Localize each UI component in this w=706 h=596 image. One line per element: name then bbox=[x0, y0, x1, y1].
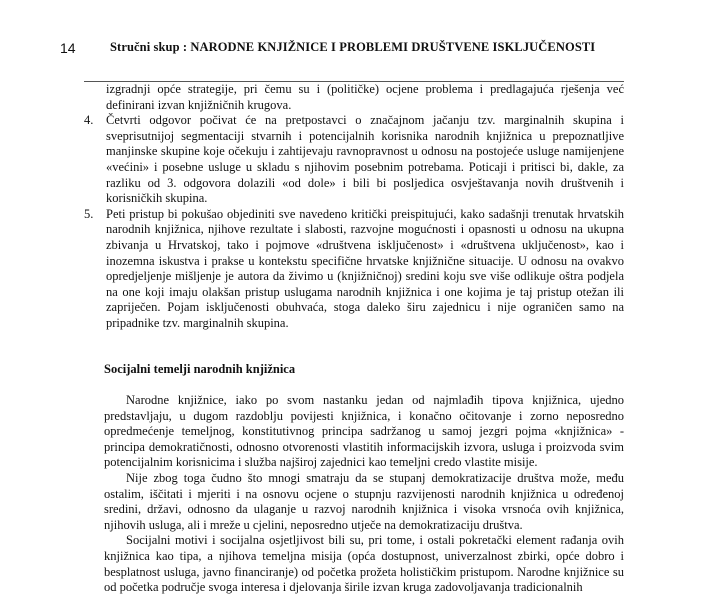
list-item-number: 5. bbox=[84, 206, 94, 221]
running-title: Stručni skup : NARODNE KNJIŽNICE I PROBLEMI DRUŠTVENE ISKLJUČENOSTI bbox=[110, 40, 596, 54]
paragraph: Socijalni motivi i socijalna osjetljivost bili su, pri tome, i ostali pokretački element rađanja ovih knjižnica kao tipa, a njihova temeljna misija (opća dostupnost, univerzalnost zbirki, opće dobro i besplatnost usluga, javno financiranje) od početka prožeta holističkim pristupom. Narodne knjižnice su od početka područje svoga interesa i djelovanja širile izvan kruga zadovoljavanja tradicionalnih bbox=[104, 533, 624, 595]
page-number: 14 bbox=[60, 40, 76, 56]
section-heading: Socijalni temelji narodnih knjižnica bbox=[104, 361, 296, 376]
list-item bbox=[84, 207, 624, 332]
paragraph: Nije zbog toga čudno što mnogi smatraju da se stupanj demokratizacije društva može, među ostalim, iščitati i mjeriti i na osnovu ocjene o stupnju razvijenosti narodnih knjižnica u određenoj sredini, državi, odnosno da ulaganje u razvoj narodnih knjižnica i visoka vrsnoća ovih knjižnica, njihovih usluga, ali i mreže u cjelini, neposredno utječe na demokratizaciju društva. bbox=[104, 471, 624, 532]
list-item-text: Peti pristup bi pokušao objediniti sve navedeno kritički preispitujući, kako sadašnji trenutak hrvatskih narodnih knjižnica, njihove rezultate i slabosti, razvojne mogućnosti i opasnosti u odnosu na ukupna zbivanja u Hrvatskoj, tako i pojmove «društvena isključenost» i «društvena uključenost», kao i inozemna iskustva i prakse u kontekstu specifične hrvatske knjižnične situacije. U odnosu na ovakvo opredjeljenje mišljenje je autora da živimo u (knjižničnoj) sredini koju sve više odlikuje oštra podjela na one koji imaju olakšan pristup uslugama narodnih knjižnica i one kojima je taj pristup otežan ili zapriječen. Pojam isključenosti obuhvaća, stoga daleko širu zajednicu i nije ograničen samo na pripadnike tzv. marginalnih skupina. bbox=[106, 206, 624, 330]
list-item-continuation: izgradnji opće strategije, pri čemu su i (političke) ocjene problema i predlagajuća rješenja već definirani izvan knjižničnih krugova. bbox=[106, 82, 624, 112]
list-item bbox=[84, 113, 624, 207]
list-item-text: Četvrti odgovor počivat će na pretpostavci o značajnom jačanju tzv. marginalnih skupina i sveprisutnijoj segmentaciji stvarnih i potencijalnih korisnika narodnih knjižnica u prepoznatljive manjinske skupine koje očekuju i zahtijevaju ravnopravnost u odnosu na postojeće usluge namijenjene «većini» i posebne usluge u skladu s njihovim posebnim potrebama. Poticaji i pritisci bi, dakle, za razliku od 3. odgovora dolazili «od dole» i bili bi posljedica osvještavanja novih društvenih i korisničkih skupina. bbox=[106, 113, 624, 206]
list-item-number: 4. bbox=[84, 113, 94, 128]
page-body bbox=[84, 82, 624, 596]
paragraph: Narodne knjižnice, iako po svom nastanku jedan od najmlađih tipova knjižnica, ujedno predstavljaju, u dugom razdoblju povijesti knjižnica, i konačno očitovanje i zorno neposredno opredmećenje temeljnog, konstitutivnog principa sadržanog u samoj jezgri pojma «knjižnica» - principa demokratičnosti, odnosno otvorenosti vlastitih informacijskih izvora, usluga i proizvoda svim potencijalnim korisnicima i služba najširoj zajednici kao temeljni credo vlastite misije. bbox=[104, 393, 624, 470]
numbered-list bbox=[84, 113, 624, 331]
